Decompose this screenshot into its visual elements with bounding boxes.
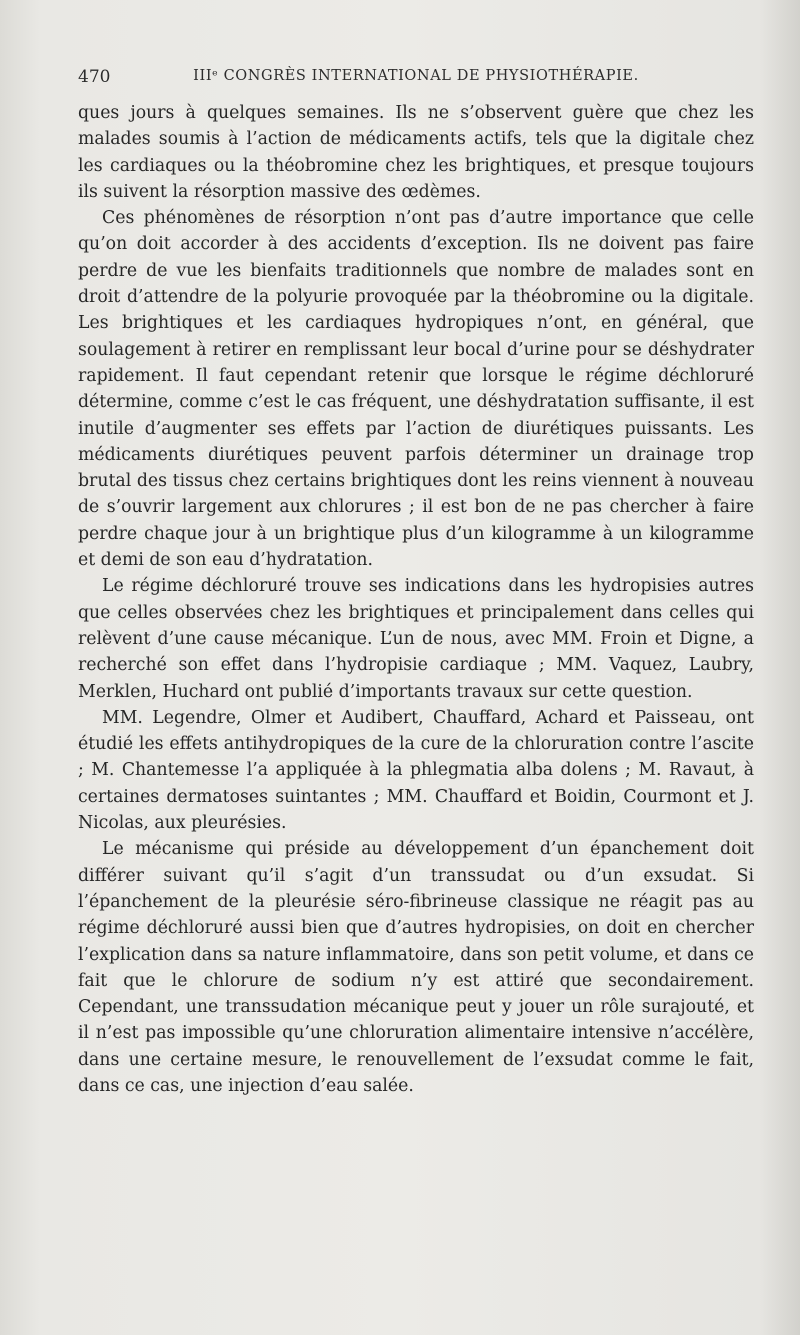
paragraph: MM. Legendre, Olmer et Audibert, Chauffard, Achard et Paisseau, ont étudié les effets antihydropiques de la cure de la chloruration contre l’ascite ; M. Chantemesse l’a appliquée à la phlegmatia alba dolens ; M. Ravaut, à certaines dermatoses suintantes ; MM. Chauffard et Boidin, Courmont et J. Nicolas, aux pleurésies. (78, 707, 754, 834)
body-text (78, 100, 754, 1099)
page-number: 470 (78, 67, 111, 87)
paragraph: Le régime déchloruré trouve ses indications dans les hydropisies autres que celles observées chez les brightiques et principalement dans celles qui relèvent d’une cause mécanique. L’un de nous, avec MM. Froin et Digne, a recherché son effet dans l’hydropisie cardiaque ; MM. Vaquez, Laubry, Merklen, Huchard ont publié d’importants travaux sur cette question. (78, 576, 754, 702)
running-title: IIIᵉ CONGRÈS INTERNATIONAL DE PHYSIOTHÉRAPIE. (193, 68, 639, 84)
paragraph-continued: ques jours à quelques semaines. Ils ne s’observent guère que chez les malades soumis à l’action de médicaments actifs, tels que la digitale chez les cardiaques ou la théobromine chez les brightiques, et presque toujours ils suivent la résorption massive des œdèmes. (78, 103, 754, 202)
paragraph: Ces phénomènes de résorption n’ont pas d’autre importance que celle qu’on doit accorder à des accidents d’exception. Ils ne doivent pas faire perdre de vue les bienfaits traditionnels que nombre de malades sont en droit d’attendre de la polyurie provoquée par la théobromine ou la digitale. Les brightiques et les cardiaques hydropiques n’ont, en général, que soulagement à retirer en remplissant leur bocal d’urine pour se déshydrater rapidement. Il faut cependant retenir que lorsque le régime déchloruré détermine, comme c’est le cas fréquent, une déshydratation suffisante, il est inutile d’augmenter ses effets par l’action de diurétiques puissants. Les médicaments diurétiques peuvent parfois déterminer un drainage trop brutal des tissus chez certains brightiques dont les reins viennent à nouveau de s’ouvrir largement aux chlorures ; il est bon de ne pas chercher à faire perdre chaque jour à un brightique plus d’un kilogramme à un kilogramme et demi de son eau d’hydratation. (78, 208, 754, 571)
paragraph: Le mécanisme qui préside au développement d’un épanchement doit différer suivant qu’il s’agit d’un transsudat ou d’un exsudat. Si l’épanchement de la pleurésie séro-fibrineuse classique ne réagit pas au régime déchloruré aussi bien que d’autres hydropisies, on doit en chercher l’explication dans sa nature inflammatoire, dans son petit volume, et dans ce fait que le chlorure de sodium n’y est attiré que secondairement. Cependant, une transsudation mécanique peut y jouer un rôle surajouté, et il n’est pas impossible qu’une chloruration alimentaire intensive n’accélère, dans une certaine mesure, le renouvellement de l’exsudat comme le fait, dans ce cas, une injection d’eau salée. (78, 839, 754, 1096)
page-header (78, 67, 754, 91)
